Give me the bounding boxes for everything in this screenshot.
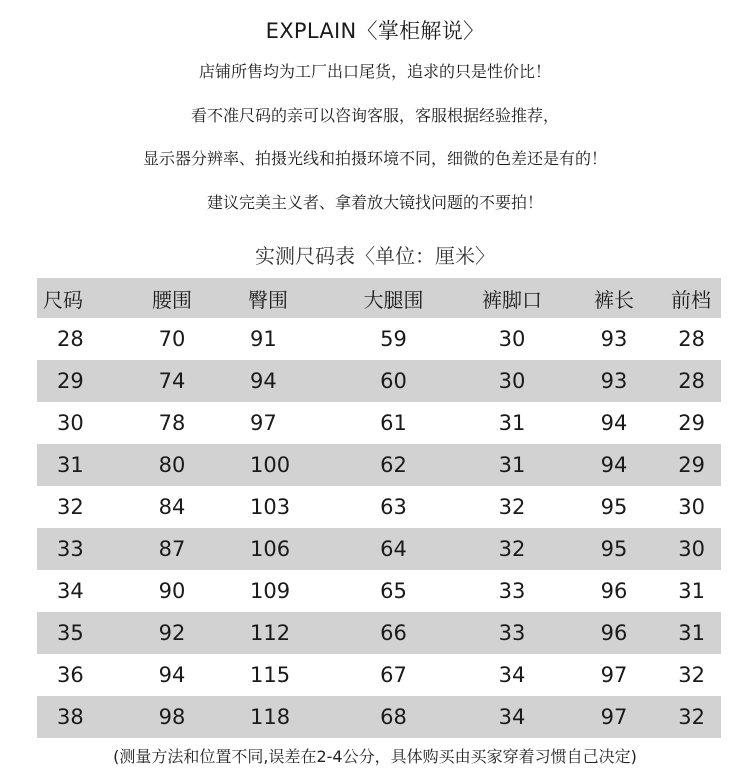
cell-thigh: 67 xyxy=(380,663,407,687)
cell-size: 29 xyxy=(37,360,100,402)
column-header-waist: 腰围 xyxy=(100,278,244,318)
cell-leg-opening: 31 xyxy=(461,444,563,486)
cell-hip: 115 xyxy=(250,663,291,687)
cell-front-rise: 29 xyxy=(665,444,721,486)
cell-thigh: 61 xyxy=(380,411,407,435)
column-header-front-rise: 前档 xyxy=(665,278,721,318)
measurement-note: (测量方法和位置不同,误差在2-4公分，具体购买由买家穿着习惯自己决定) xyxy=(113,747,637,766)
table-row xyxy=(37,528,721,570)
table-row xyxy=(37,612,721,654)
notice-line-3: 显示器分辨率、拍摄光线和拍摄环境不同，细微的色差还是有的！ xyxy=(142,149,607,168)
cell-size: 28 xyxy=(57,327,84,351)
cell-length: 97 xyxy=(600,663,628,687)
table-row xyxy=(37,402,721,444)
cell-waist: 78 xyxy=(158,411,186,435)
cell-leg-opening: 34 xyxy=(498,663,526,687)
page-title: EXPLAIN〈掌柜解说〉 xyxy=(265,19,485,43)
column-header-length: 裤长 xyxy=(563,278,665,318)
cell-length: 93 xyxy=(563,360,665,402)
notice-line-4: 建议完美主义者、拿着放大镜找问题的不要拍！ xyxy=(206,193,543,212)
cell-thigh: 65 xyxy=(380,579,407,603)
cell-leg-opening: 32 xyxy=(498,495,526,519)
column-header-thigh: 大腿围 xyxy=(326,278,461,318)
cell-waist: 98 xyxy=(100,696,244,738)
cell-front-rise: 31 xyxy=(665,612,721,654)
cell-length: 96 xyxy=(563,612,665,654)
cell-waist: 80 xyxy=(100,444,244,486)
cell-waist: 92 xyxy=(100,612,244,654)
table-row xyxy=(37,696,721,738)
cell-size: 32 xyxy=(57,495,84,519)
cell-front-rise: 31 xyxy=(678,579,705,603)
column-header-hip: 臀围 xyxy=(244,278,326,318)
cell-thigh: 59 xyxy=(380,327,407,351)
cell-front-rise: 28 xyxy=(665,360,721,402)
cell-size: 33 xyxy=(37,528,100,570)
size-table-title: 实测尺码表〈单位：厘米〉 xyxy=(255,244,495,268)
cell-thigh: 63 xyxy=(380,495,407,519)
cell-waist: 74 xyxy=(100,360,244,402)
size-table xyxy=(37,278,721,738)
column-header-size: 尺码 xyxy=(37,278,100,318)
cell-front-rise: 32 xyxy=(665,696,721,738)
cell-size: 36 xyxy=(57,663,84,687)
cell-hip: 94 xyxy=(244,360,326,402)
cell-front-rise: 29 xyxy=(678,411,705,435)
cell-thigh: 64 xyxy=(326,528,461,570)
cell-leg-opening: 33 xyxy=(498,579,526,603)
cell-front-rise: 30 xyxy=(665,528,721,570)
cell-hip: 100 xyxy=(244,444,326,486)
cell-length: 95 xyxy=(563,528,665,570)
cell-size: 34 xyxy=(57,579,84,603)
cell-thigh: 68 xyxy=(326,696,461,738)
cell-hip: 109 xyxy=(250,579,291,603)
cell-leg-opening: 30 xyxy=(461,360,563,402)
column-header-leg-opening: 裤脚口 xyxy=(461,278,563,318)
cell-size: 31 xyxy=(37,444,100,486)
cell-leg-opening: 33 xyxy=(461,612,563,654)
cell-waist: 90 xyxy=(158,579,186,603)
cell-waist: 87 xyxy=(100,528,244,570)
cell-length: 93 xyxy=(600,327,628,351)
cell-thigh: 60 xyxy=(326,360,461,402)
cell-waist: 70 xyxy=(158,327,186,351)
cell-front-rise: 30 xyxy=(678,495,705,519)
table-row xyxy=(37,654,721,696)
table-row xyxy=(37,444,721,486)
cell-hip: 97 xyxy=(250,411,277,435)
cell-size: 38 xyxy=(37,696,100,738)
cell-leg-opening: 31 xyxy=(498,411,526,435)
cell-hip: 118 xyxy=(244,696,326,738)
table-row xyxy=(37,360,721,402)
cell-length: 94 xyxy=(600,411,628,435)
notice-line-1: 店铺所售均为工厂出口尾货，追求的只是性价比！ xyxy=(198,62,551,81)
table-row xyxy=(37,318,721,360)
cell-hip: 91 xyxy=(250,327,277,351)
cell-waist: 94 xyxy=(158,663,186,687)
cell-size: 30 xyxy=(57,411,84,435)
notice-line-2: 看不准尺码的亲可以咨询客服，客服根据经验推荐， xyxy=(190,106,559,125)
cell-front-rise: 28 xyxy=(678,327,705,351)
cell-leg-opening: 32 xyxy=(461,528,563,570)
cell-hip: 106 xyxy=(244,528,326,570)
cell-hip: 112 xyxy=(244,612,326,654)
cell-leg-opening: 30 xyxy=(498,327,526,351)
cell-thigh: 62 xyxy=(326,444,461,486)
cell-length: 94 xyxy=(563,444,665,486)
cell-length: 97 xyxy=(563,696,665,738)
table-header-row xyxy=(37,278,721,318)
table-row xyxy=(37,486,721,528)
table-row xyxy=(37,570,721,612)
cell-length: 95 xyxy=(600,495,628,519)
cell-leg-opening: 34 xyxy=(461,696,563,738)
cell-length: 96 xyxy=(600,579,628,603)
cell-size: 35 xyxy=(37,612,100,654)
cell-waist: 84 xyxy=(158,495,186,519)
cell-thigh: 66 xyxy=(326,612,461,654)
cell-hip: 103 xyxy=(250,495,291,519)
cell-front-rise: 32 xyxy=(678,663,705,687)
size-table-body xyxy=(37,318,721,738)
